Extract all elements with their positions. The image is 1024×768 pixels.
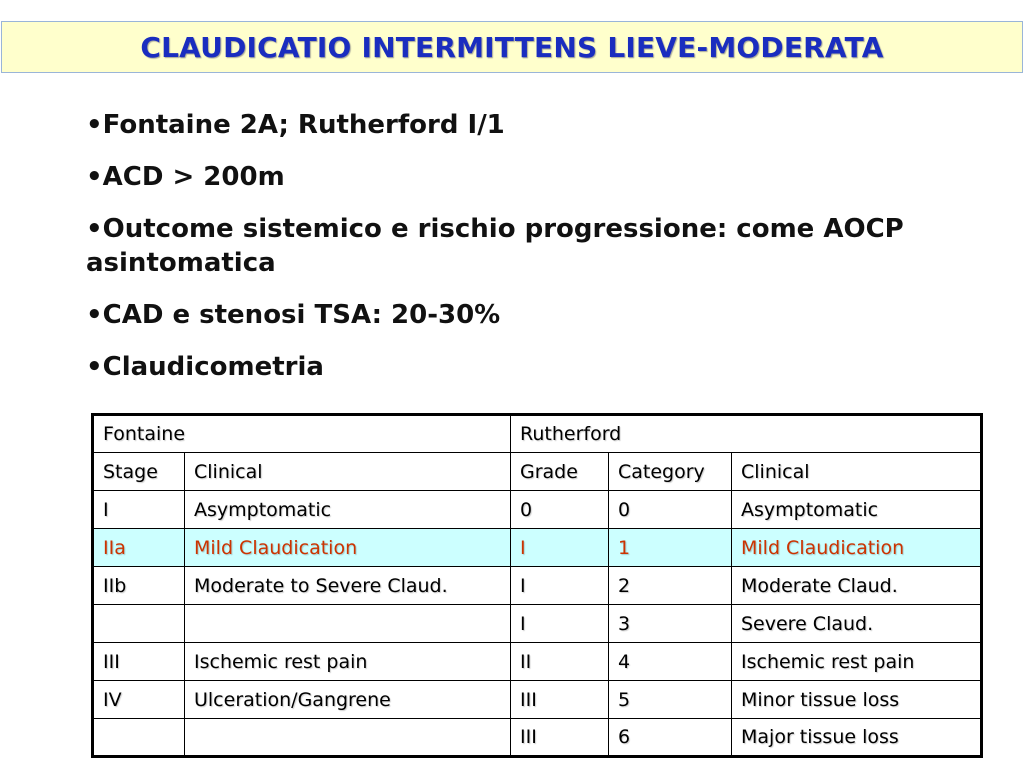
grade-cell: I	[511, 567, 609, 605]
rutherford-clinical-cell: Mild Claudication	[732, 529, 982, 567]
category-cell: 4	[609, 643, 732, 681]
stage-cell: I	[93, 491, 185, 529]
grade-cell: I	[511, 605, 609, 643]
highlighted-table-row	[93, 529, 982, 567]
title-bar	[1, 21, 1023, 73]
category-cell: 1	[609, 529, 732, 567]
stage-cell: III	[93, 643, 185, 681]
stage-cell	[93, 605, 185, 643]
grade-cell: III	[511, 719, 609, 757]
category-cell: 3	[609, 605, 732, 643]
bullet-item: • CAD e stenosi TSA: 20-30%	[86, 298, 991, 332]
group-header-row	[93, 415, 982, 453]
rutherford-clinical-cell: Major tissue loss	[732, 719, 982, 757]
slide-title: CLAUDICATIO INTERMITTENS LIEVE-MODERATA	[140, 30, 884, 64]
column-header-rutherford-clinical: Clinical	[732, 453, 982, 491]
bullet-item: • Fontaine 2A; Rutherford I/1	[86, 108, 991, 142]
table-row	[93, 567, 982, 605]
column-header-grade: Grade	[511, 453, 609, 491]
column-header-stage: Stage	[93, 453, 185, 491]
stage-cell: IIb	[93, 567, 185, 605]
column-header-row	[93, 453, 982, 491]
grade-cell: II	[511, 643, 609, 681]
fontaine-clinical-cell	[185, 719, 511, 757]
fontaine-clinical-cell	[185, 605, 511, 643]
grade-cell: I	[511, 529, 609, 567]
fontaine-clinical-cell: Ulceration/Gangrene	[185, 681, 511, 719]
stage-cell	[93, 719, 185, 757]
category-cell: 6	[609, 719, 732, 757]
grade-cell: III	[511, 681, 609, 719]
rutherford-clinical-cell: Ischemic rest pain	[732, 643, 982, 681]
table-row	[93, 643, 982, 681]
category-cell: 0	[609, 491, 732, 529]
rutherford-header: Rutherford	[511, 415, 982, 453]
category-cell: 2	[609, 567, 732, 605]
fontaine-clinical-cell: Ischemic rest pain	[185, 643, 511, 681]
classification-table	[91, 413, 983, 758]
bullet-item: • Outcome sistemico e rischio progressione: come AOCP asintomatica	[86, 212, 991, 280]
bullet-list	[86, 108, 991, 402]
table-row	[93, 605, 982, 643]
stage-cell: IIa	[93, 529, 185, 567]
table-row	[93, 491, 982, 529]
table-row	[93, 719, 982, 757]
bullet-item: • ACD > 200m	[86, 160, 991, 194]
grade-cell: 0	[511, 491, 609, 529]
fontaine-clinical-cell: Mild Claudication	[185, 529, 511, 567]
column-header-category: Category	[609, 453, 732, 491]
column-header-fontaine-clinical: Clinical	[185, 453, 511, 491]
rutherford-clinical-cell: Severe Claud.	[732, 605, 982, 643]
rutherford-clinical-cell: Asymptomatic	[732, 491, 982, 529]
bullet-item: • Claudicometria	[86, 350, 991, 384]
fontaine-clinical-cell: Asymptomatic	[185, 491, 511, 529]
stage-cell: IV	[93, 681, 185, 719]
fontaine-header: Fontaine	[93, 415, 511, 453]
rutherford-clinical-cell: Minor tissue loss	[732, 681, 982, 719]
table-row	[93, 681, 982, 719]
rutherford-clinical-cell: Moderate Claud.	[732, 567, 982, 605]
fontaine-clinical-cell: Moderate to Severe Claud.	[185, 567, 511, 605]
category-cell: 5	[609, 681, 732, 719]
